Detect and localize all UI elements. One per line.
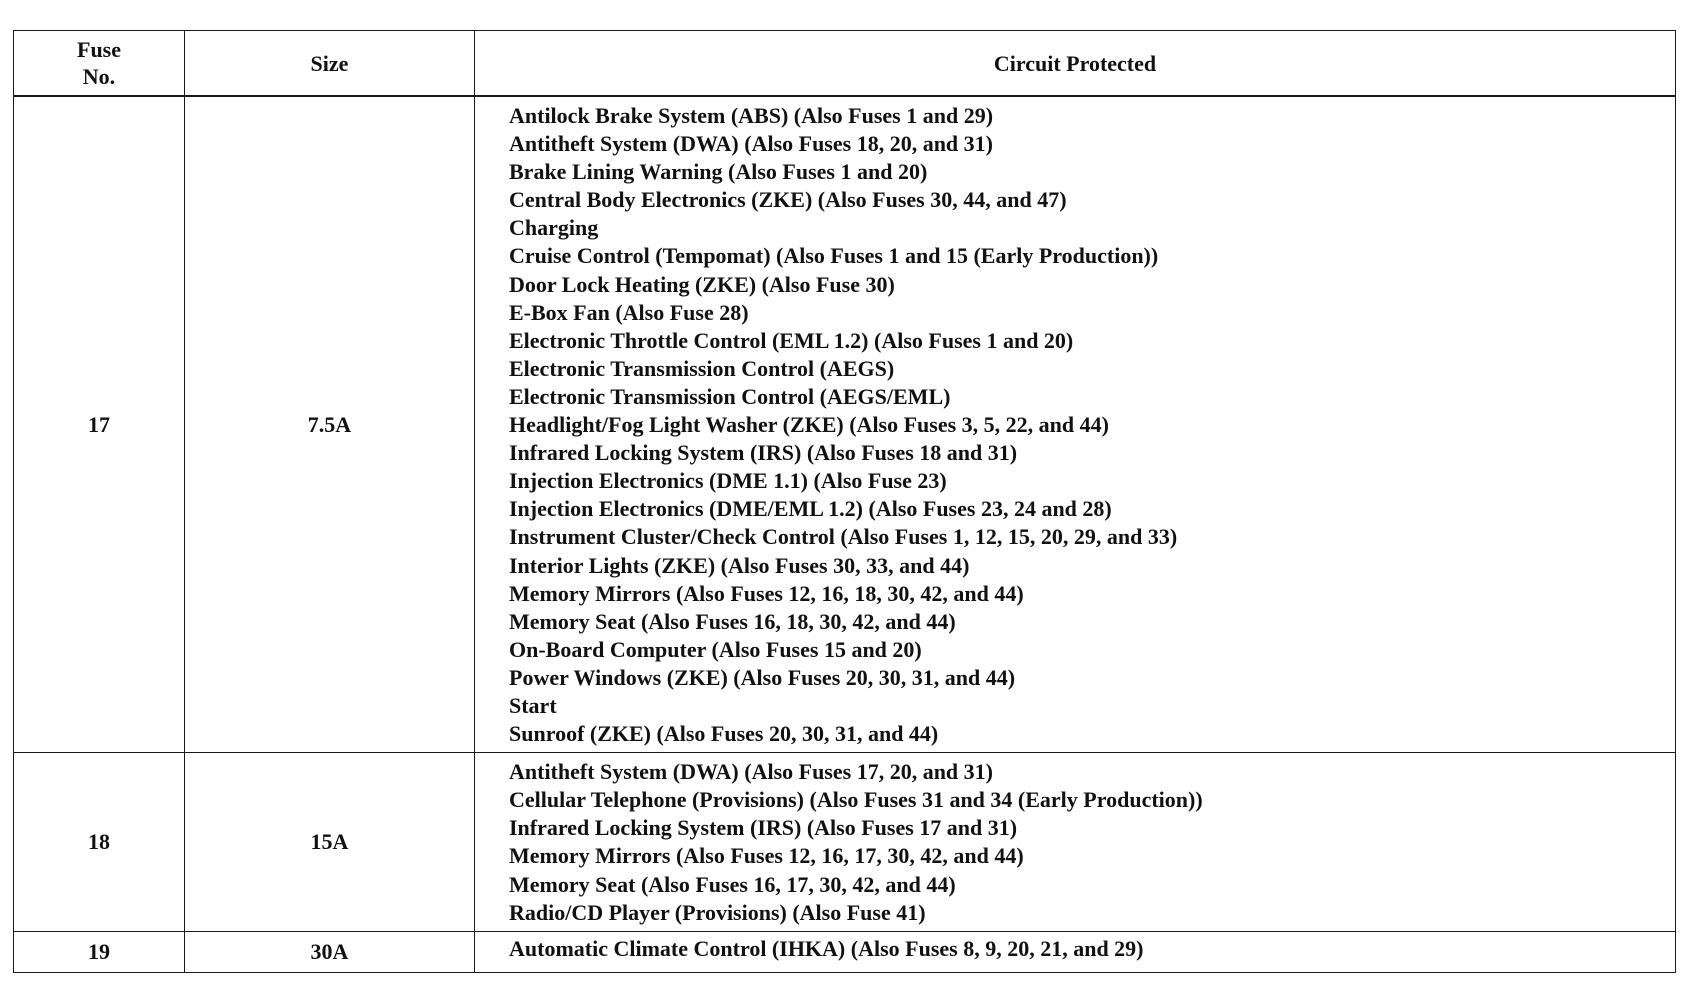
fuse-number-cell: 19 <box>14 931 185 972</box>
fuse-size-cell: 30A <box>185 931 475 972</box>
circuit-item: Sunroof (ZKE) (Also Fuses 20, 30, 31, and 44) <box>509 721 939 747</box>
circuit-item: Door Lock Heating (ZKE) (Also Fuse 30) <box>509 271 895 297</box>
circuit-item: Antitheft System (DWA) (Also Fuses 18, 20, and 31) <box>509 131 993 157</box>
fuse-number-cell: 17 <box>14 96 185 753</box>
circuit-item: Instrument Cluster/Check Control (Also Fuses 1, 12, 15, 20, 29, and 33) <box>509 524 1178 550</box>
circuits-cell <box>475 931 1676 972</box>
circuits-cell <box>475 753 1676 932</box>
circuit-item: Antilock Brake System (ABS) (Also Fuses 1 and 29) <box>509 103 994 128</box>
circuit-item: Electronic Transmission Control (AEGS/EML) <box>509 383 951 409</box>
fuse-number-cell: 18 <box>14 753 185 932</box>
circuit-item: Start <box>509 692 557 718</box>
table-row <box>14 931 1676 972</box>
circuit-item: Memory Seat (Also Fuses 16, 17, 30, 42, and 44) <box>509 871 956 897</box>
circuit-item: Charging <box>509 215 599 241</box>
circuit-item: Injection Electronics (DME/EML 1.2) (Also Fuses 23, 24 and 28) <box>509 496 1112 522</box>
circuit-item: Central Body Electronics (ZKE) (Also Fuses 30, 44, and 47) <box>509 187 1067 213</box>
circuit-item: E-Box Fan (Also Fuse 28) <box>509 299 749 325</box>
circuit-item: Cellular Telephone (Provisions) (Also Fuses 31 and 34 (Early Production)) <box>509 787 1203 813</box>
table-row <box>14 753 1676 932</box>
circuit-item: Power Windows (ZKE) (Also Fuses 20, 30, 31, and 44) <box>509 664 1016 690</box>
header-row <box>14 31 1676 97</box>
fuse-table <box>13 30 1676 973</box>
circuits-cell <box>475 96 1676 753</box>
circuit-item: Memory Mirrors (Also Fuses 12, 16, 17, 30, 42, and 44) <box>509 843 1024 869</box>
circuit-item: Electronic Throttle Control (EML 1.2) (Also Fuses 1 and 20) <box>509 327 1074 353</box>
table-body <box>14 96 1676 972</box>
fuse-size-cell: 7.5A <box>185 96 475 753</box>
table-header <box>14 31 1676 97</box>
circuit-item: Cruise Control (Tempomat) (Also Fuses 1 and 15 (Early Production)) <box>509 243 1159 269</box>
circuit-item: Injection Electronics (DME 1.1) (Also Fuse 23) <box>509 468 947 494</box>
header-circuit-protected: Circuit Protected <box>475 31 1676 97</box>
header-fuse-no-line1: Fuse <box>77 37 121 62</box>
circuit-item: Interior Lights (ZKE) (Also Fuses 30, 33, and 44) <box>509 552 970 578</box>
table-row <box>14 96 1676 753</box>
header-fuse-no <box>14 31 185 97</box>
circuit-item: Electronic Transmission Control (AEGS) <box>509 355 895 381</box>
circuit-item: On-Board Computer (Also Fuses 15 and 20) <box>509 636 922 662</box>
circuit-item: Memory Mirrors (Also Fuses 12, 16, 18, 30, 42, and 44) <box>509 580 1024 606</box>
header-fuse-no-line2: No. <box>82 64 116 89</box>
header-size: Size <box>185 31 475 97</box>
circuit-item: Headlight/Fog Light Washer (ZKE) (Also Fuses 3, 5, 22, and 44) <box>509 412 1109 438</box>
circuit-item: Memory Seat (Also Fuses 16, 18, 30, 42, and 44) <box>509 608 956 634</box>
circuit-item: Antitheft System (DWA) (Also Fuses 17, 20, and 31) <box>509 759 993 785</box>
circuit-item: Infrared Locking System (IRS) (Also Fuses 17 and 31) <box>509 815 1018 841</box>
fuse-size-cell: 15A <box>185 753 475 932</box>
circuit-item: Brake Lining Warning (Also Fuses 1 and 20) <box>509 159 928 185</box>
circuit-item: Automatic Climate Control (IHKA) (Also Fuses 8, 9, 20, 21, and 29) <box>509 935 1144 961</box>
circuit-item: Infrared Locking System (IRS) (Also Fuses 18 and 31) <box>509 440 1018 466</box>
circuit-item: Radio/CD Player (Provisions) (Also Fuse 41) <box>509 899 926 925</box>
